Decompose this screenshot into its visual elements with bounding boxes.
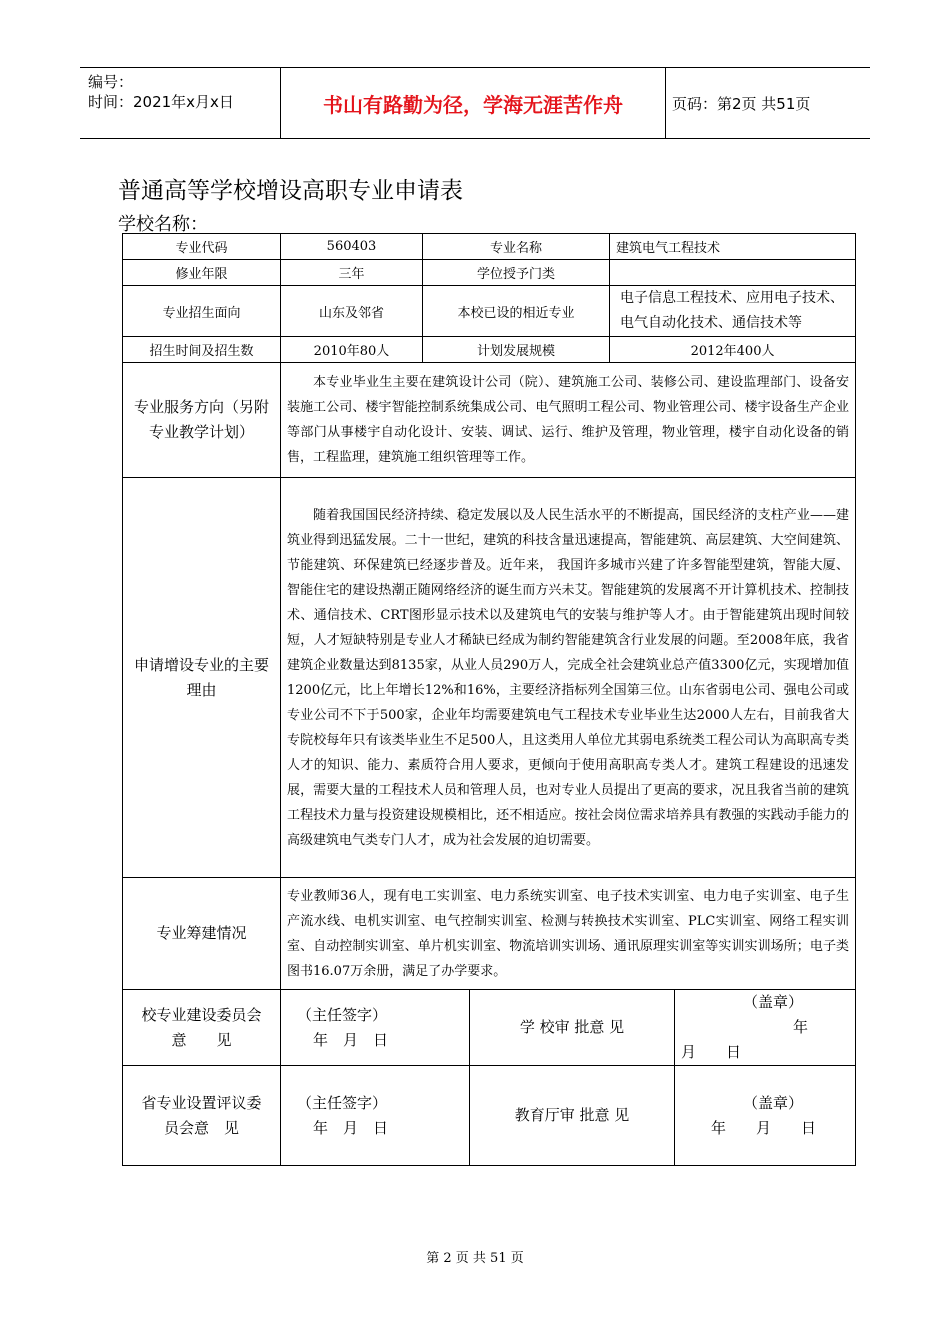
- development-plan-value: 2012年400人: [610, 337, 856, 363]
- related-majors-value: 电子信息工程技术、应用电子技术、电气自动化技术、通信技术等: [610, 286, 856, 337]
- enroll-time-value: 2010年80人: [281, 337, 423, 363]
- school-committee-label-line: 意 见: [171, 1030, 232, 1049]
- seal-year: 年: [793, 1018, 809, 1036]
- school-approval-label: 学 校审 批意 见: [470, 990, 675, 1066]
- application-reason-label: 申请增设专业的主要理由: [123, 478, 281, 878]
- seal-label: （盖章）: [743, 993, 804, 1011]
- edu-dept-seal-cell: [675, 1066, 856, 1166]
- related-majors-label: 本校已设的相近专业: [423, 286, 610, 337]
- seal-month-day: 月 日: [681, 1043, 742, 1061]
- school-committee-label: [123, 990, 281, 1066]
- major-name-value: 建筑电气工程技术: [610, 234, 856, 260]
- form-row: [123, 260, 856, 286]
- province-committee-sign-cell: [281, 1066, 470, 1166]
- school-committee-label-line: 校专业建设委员会: [141, 1005, 262, 1024]
- major-name-label: 专业名称: [423, 234, 610, 260]
- school-committee-sign-cell: [281, 990, 470, 1066]
- enroll-area-value: 山东及邻省: [281, 286, 423, 337]
- form-row: [123, 337, 856, 363]
- form-row: [123, 363, 856, 478]
- form-row: [123, 1066, 856, 1166]
- enroll-area-label: 专业招生面向: [123, 286, 281, 337]
- preparation-text: 专业教师36人，现有电工实训室、电力系统实训室、电子技术实训室、电力电子实训室、电子生产流水线、电机实训室、电气控制实训室、检测与转换技术实训室、PLC实训室、网络工程实训室、自动控制实训室、单片机实训室、物流培训实训场、通讯原理实训室等实训实训场所；电子类图书16.07万余册，满足了办学要求。: [281, 878, 856, 990]
- form-row: [123, 234, 856, 260]
- degree-label: 学位授予门类: [423, 260, 610, 286]
- province-committee-label-line: 员会意 见: [163, 1118, 239, 1137]
- service-direction-text: 本专业毕业生主要在建筑设计公司（院）、建筑施工公司、装修公司、建设监理部门、设备安装施工公司、楼宇智能控制系统集成公司、电气照明工程公司、物业管理公司、楼宇设备生产企业等部门从事楼宇自动化设计、安装、调试、运行、维护及管理，物业管理，楼宇自动化设备的销售，工程监理，建筑施工组织管理等工作。: [281, 363, 856, 478]
- header-motto: 书山有路勤为径，学海无涯苦作舟: [323, 92, 623, 117]
- form-row: [123, 286, 856, 337]
- province-sign-date: 年 月 日: [313, 1118, 389, 1137]
- page-header: [80, 67, 870, 139]
- form-row: [123, 478, 856, 878]
- application-form: [122, 233, 856, 1166]
- page-footer: 第 2 页 共 51 页: [426, 1251, 524, 1266]
- service-direction-label: 专业服务方向（另附专业教学计划）: [123, 363, 281, 478]
- degree-value: [610, 260, 856, 286]
- enroll-time-label: 招生时间及招生数: [123, 337, 281, 363]
- development-plan-label: 计划发展规模: [423, 337, 610, 363]
- header-page-info: 页码：第2页 共51页: [672, 94, 811, 113]
- document-title: 普通高等学校增设高职专业申请表: [118, 178, 463, 204]
- doc-time-label: 时间：2021年x月x日: [88, 93, 234, 111]
- school-seal-cell: [675, 990, 856, 1066]
- form-row: [123, 878, 856, 990]
- header-meta: [88, 72, 234, 112]
- province-committee-label-line: 省专业设置评议委: [141, 1093, 262, 1112]
- province-director-sign: （主任签字）: [297, 1093, 388, 1112]
- application-reason-text: 随着我国国民经济持续、稳定发展以及人民生活水平的不断提高，国民经济的支柱产业——建筑业得到迅猛发展。二十一世纪，建筑的科技含量迅速提高，智能建筑、高层建筑、大空间建筑、节能建筑、环保建筑已经逐步普及。近年来， 我国许多城市兴建了许多智能型建筑，智能大厦、智能住宅的建设热潮正随网络经济的诞生而方兴未艾。智能建筑的发展离不开计算机技术、控制技术、通信技术、CRT图形显示技术以及建筑电气的安装与维护等人才。由于智能建筑出现时间较短，人才短缺特别是专业人才稀缺已经成为制约智能建筑含行业发展的问题。至2008年底，我省建筑企业数量达到8135家，从业人员290万人，完成全社会建筑业总产值3300亿元，实现增加值1200亿元，比上年增长12%和16%，主要经济指标列全国第三位。山东省弱电公司、强电公司或专业公司不下于500家，企业年均需要建筑电气工程技术专业毕业生达2000人左右，目前我省大专院校每年只有该类毕业生不足500人，且这类用人单位尤其弱电系统类工程公司认为高职高专类人才的知识、能力、素质符合用人要求，更倾向于使用高职高专类人才。建筑工程建设的迅速发展，需要大量的工程技术人员和管理人员，也对专业人员提出了更高的要求，况且我省当前的建筑工程技术力量与投资建设规模相比，还不相适应。按社会岗位需求培养具有教强的实践动手能力的高级建筑电气类专门人才，成为社会发展的迫切需要。: [281, 478, 856, 878]
- major-code-value: 560403: [281, 234, 423, 260]
- doc-number-label: 编号：: [88, 73, 134, 91]
- form-row: [123, 990, 856, 1066]
- edu-seal-label: （盖章）: [743, 1093, 804, 1112]
- edu-seal-date: 年 月 日: [711, 1118, 817, 1137]
- preparation-label: 专业筹建情况: [123, 878, 281, 990]
- director-sign: （主任签字）: [297, 1005, 388, 1024]
- years-label: 修业年限: [123, 260, 281, 286]
- province-committee-label: [123, 1066, 281, 1166]
- years-value: 三年: [281, 260, 423, 286]
- major-code-label: 专业代码: [123, 234, 281, 260]
- edu-dept-approval-label: 教育厅审 批意 见: [470, 1066, 675, 1166]
- sign-date: 年 月 日: [313, 1030, 389, 1049]
- school-name-label: 学校名称：: [118, 214, 208, 235]
